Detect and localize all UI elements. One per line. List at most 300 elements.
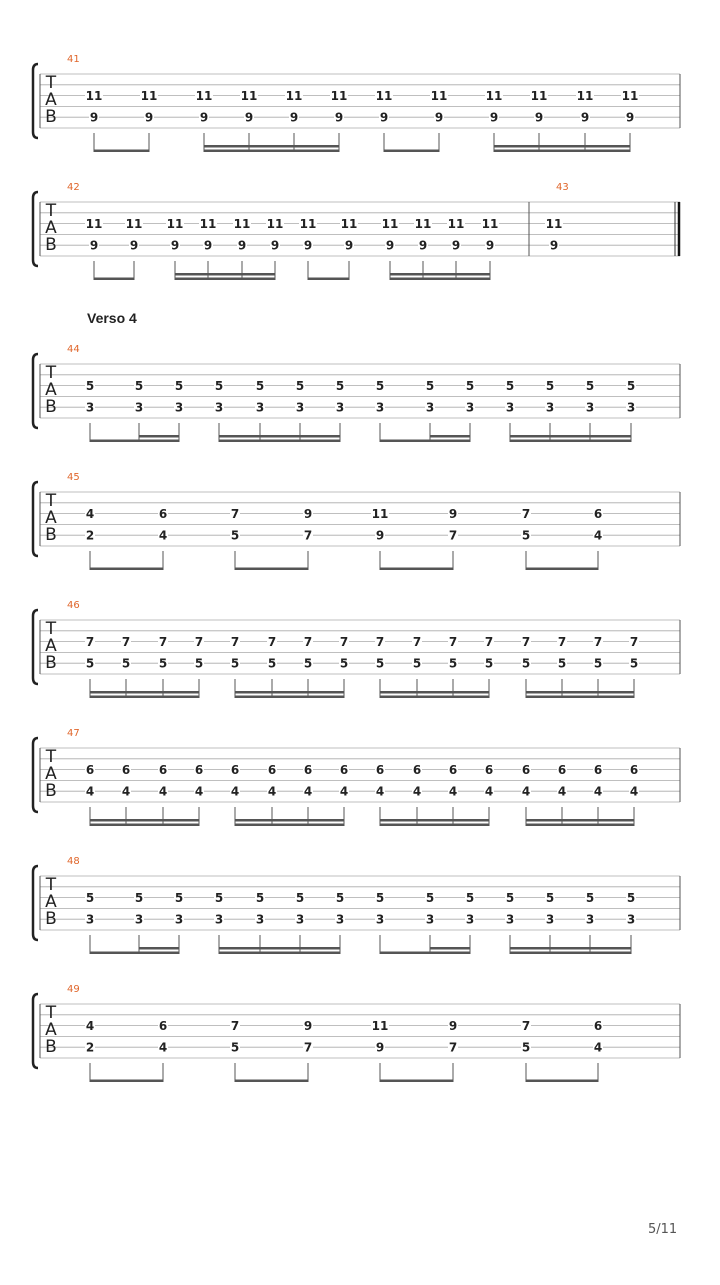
fret-number-low: 9 xyxy=(344,238,354,253)
fret-number-high: 6 xyxy=(484,763,494,778)
fret-number-low: 7 xyxy=(303,1040,313,1055)
measure-number: 47 xyxy=(67,728,80,739)
fret-number-high: 5 xyxy=(626,379,636,394)
tab-clef-letter-t: T xyxy=(45,875,57,895)
fret-number-low: 4 xyxy=(339,784,349,799)
fret-number-low: 3 xyxy=(214,912,224,927)
fret-number-low: 9 xyxy=(89,110,99,125)
beam-secondary xyxy=(494,145,630,148)
fret-number-low: 5 xyxy=(121,656,131,671)
fret-number-high: 9 xyxy=(303,1019,313,1034)
tab-clef-letter-t: T xyxy=(45,491,57,511)
fret-number-low: 5 xyxy=(521,1040,531,1055)
measure-number: 41 xyxy=(67,54,80,65)
fret-number-low: 7 xyxy=(448,528,458,543)
beam-secondary xyxy=(235,819,344,822)
beam xyxy=(235,568,308,571)
fret-number-low: 5 xyxy=(375,656,385,671)
fret-number-high: 5 xyxy=(295,379,305,394)
fret-number-low: 3 xyxy=(134,400,144,415)
beam xyxy=(494,150,630,153)
tab-clef-letter-t: T xyxy=(45,363,57,383)
fret-number-low: 5 xyxy=(230,1040,240,1055)
fret-number-high: 7 xyxy=(158,635,168,650)
tab-system xyxy=(33,984,680,1082)
fret-number-low: 9 xyxy=(451,238,461,253)
tab-system xyxy=(33,182,680,280)
fret-number-low: 9 xyxy=(203,238,213,253)
beam-secondary xyxy=(90,691,199,694)
beam xyxy=(526,1080,598,1083)
fret-number-high: 5 xyxy=(335,891,345,906)
beam-secondary xyxy=(430,947,470,950)
fret-number-low: 4 xyxy=(158,1040,168,1055)
tab-clef-letter-b: B xyxy=(45,107,57,127)
fret-number-high: 6 xyxy=(230,763,240,778)
beam xyxy=(90,440,179,443)
tab-clef-letter-b: B xyxy=(45,653,57,673)
system-bracket xyxy=(33,192,38,266)
fret-number-low: 3 xyxy=(134,912,144,927)
fret-number-low: 4 xyxy=(158,528,168,543)
beam-secondary xyxy=(380,819,489,822)
fret-number-high: 7 xyxy=(593,635,603,650)
measure-number: 44 xyxy=(67,344,80,355)
fret-number-low: 4 xyxy=(158,784,168,799)
fret-number-low: 4 xyxy=(412,784,422,799)
beam xyxy=(384,150,439,153)
beam xyxy=(94,150,149,153)
fret-number-high: 6 xyxy=(121,763,131,778)
fret-number-low: 9 xyxy=(549,238,559,253)
fret-number-low: 4 xyxy=(194,784,204,799)
fret-number-high: 11 xyxy=(481,217,499,232)
fret-number-high: 7 xyxy=(230,507,240,522)
fret-number-high: 5 xyxy=(295,891,305,906)
fret-number-low: 3 xyxy=(505,912,515,927)
fret-number-low: 3 xyxy=(585,400,595,415)
beam xyxy=(90,1080,163,1083)
beam-secondary xyxy=(219,435,340,438)
fret-number-high: 6 xyxy=(521,763,531,778)
tab-clef-letter-b: B xyxy=(45,525,57,545)
beam xyxy=(390,278,490,281)
beam-secondary xyxy=(90,819,199,822)
fret-number-high: 5 xyxy=(134,891,144,906)
fret-number-low: 3 xyxy=(465,912,475,927)
fret-number-high: 7 xyxy=(121,635,131,650)
tab-system xyxy=(33,856,680,954)
fret-number-high: 5 xyxy=(585,379,595,394)
fret-number-low: 9 xyxy=(385,238,395,253)
beam xyxy=(510,952,631,955)
fret-number-low: 4 xyxy=(375,784,385,799)
fret-number-high: 11 xyxy=(240,89,258,104)
measure-number: 48 xyxy=(67,856,80,867)
fret-number-low: 9 xyxy=(580,110,590,125)
fret-number-high: 7 xyxy=(85,635,95,650)
fret-number-low: 4 xyxy=(593,784,603,799)
fret-number-high: 7 xyxy=(339,635,349,650)
fret-number-high: 7 xyxy=(194,635,204,650)
fret-number-low: 5 xyxy=(267,656,277,671)
fret-number-high: 5 xyxy=(174,891,184,906)
fret-number-high: 5 xyxy=(85,379,95,394)
fret-number-high: 11 xyxy=(140,89,158,104)
fret-number-high: 5 xyxy=(375,891,385,906)
fret-number-high: 6 xyxy=(267,763,277,778)
fret-number-high: 11 xyxy=(85,89,103,104)
beam xyxy=(204,150,339,153)
fret-number-low: 3 xyxy=(545,400,555,415)
fret-number-low: 9 xyxy=(489,110,499,125)
beam-secondary xyxy=(510,435,631,438)
tab-clef-letter-b: B xyxy=(45,235,57,255)
fret-number-low: 7 xyxy=(303,528,313,543)
fret-number-high: 7 xyxy=(521,507,531,522)
fret-number-high: 11 xyxy=(233,217,251,232)
fret-number-high: 11 xyxy=(530,89,548,104)
fret-number-low: 9 xyxy=(129,238,139,253)
fret-number-high: 9 xyxy=(448,1019,458,1034)
fret-number-high: 5 xyxy=(214,891,224,906)
fret-number-high: 7 xyxy=(521,1019,531,1034)
fret-number-high: 6 xyxy=(339,763,349,778)
fret-number-high: 7 xyxy=(267,635,277,650)
fret-number-low: 3 xyxy=(85,400,95,415)
fret-number-low: 3 xyxy=(174,912,184,927)
fret-number-high: 5 xyxy=(545,379,555,394)
fret-number-high: 6 xyxy=(412,763,422,778)
fret-number-low: 3 xyxy=(295,912,305,927)
fret-number-high: 6 xyxy=(593,507,603,522)
fret-number-low: 2 xyxy=(85,528,95,543)
beam-secondary xyxy=(219,947,340,950)
fret-number-low: 3 xyxy=(465,400,475,415)
fret-number-high: 5 xyxy=(134,379,144,394)
fret-number-low: 4 xyxy=(521,784,531,799)
beam xyxy=(526,824,634,827)
tab-system xyxy=(33,472,680,570)
fret-number-high: 6 xyxy=(375,763,385,778)
fret-number-high: 5 xyxy=(545,891,555,906)
fret-number-low: 9 xyxy=(379,110,389,125)
fret-number-low: 3 xyxy=(626,400,636,415)
beam xyxy=(526,568,598,571)
beam-secondary xyxy=(510,947,631,950)
fret-number-high: 7 xyxy=(521,635,531,650)
page-number: 5/11 xyxy=(648,1222,678,1237)
beam xyxy=(308,278,349,281)
fret-number-low: 4 xyxy=(303,784,313,799)
fret-number-high: 9 xyxy=(303,507,313,522)
beam xyxy=(90,568,163,571)
fret-number-high: 5 xyxy=(465,379,475,394)
beam xyxy=(380,952,470,955)
fret-number-low: 3 xyxy=(295,400,305,415)
fret-number-high: 6 xyxy=(593,1019,603,1034)
beam-secondary xyxy=(390,273,490,276)
fret-number-high: 11 xyxy=(125,217,143,232)
tab-clef-letter-b: B xyxy=(45,1037,57,1057)
fret-number-low: 9 xyxy=(237,238,247,253)
fret-number-low: 5 xyxy=(158,656,168,671)
beam-secondary xyxy=(139,435,179,438)
fret-number-high: 5 xyxy=(505,891,515,906)
fret-number-high: 7 xyxy=(629,635,639,650)
fret-number-high: 7 xyxy=(230,1019,240,1034)
fret-number-low: 5 xyxy=(484,656,494,671)
tab-clef-letter-t: T xyxy=(45,1003,57,1023)
tab-clef-letter-a: A xyxy=(45,1020,57,1040)
fret-number-low: 3 xyxy=(585,912,595,927)
fret-number-high: 11 xyxy=(330,89,348,104)
measure-number: 49 xyxy=(67,984,80,995)
fret-number-low: 9 xyxy=(89,238,99,253)
fret-number-low: 9 xyxy=(375,1040,385,1055)
fret-number-high: 5 xyxy=(255,379,265,394)
system-bracket xyxy=(33,64,38,138)
fret-number-high: 11 xyxy=(166,217,184,232)
fret-number-low: 4 xyxy=(448,784,458,799)
fret-number-high: 11 xyxy=(381,217,399,232)
fret-number-high: 11 xyxy=(576,89,594,104)
fret-number-low: 4 xyxy=(267,784,277,799)
fret-number-high: 6 xyxy=(194,763,204,778)
tab-system xyxy=(33,600,680,698)
fret-number-low: 4 xyxy=(484,784,494,799)
measure-number: 46 xyxy=(67,600,80,611)
fret-number-low: 3 xyxy=(545,912,555,927)
fret-number-high: 7 xyxy=(448,635,458,650)
fret-number-high: 5 xyxy=(626,891,636,906)
beam xyxy=(510,440,631,443)
fret-number-high: 11 xyxy=(371,507,389,522)
beam xyxy=(380,696,489,699)
fret-number-high: 7 xyxy=(375,635,385,650)
fret-number-low: 3 xyxy=(505,400,515,415)
beam xyxy=(235,824,344,827)
fret-number-high: 7 xyxy=(230,635,240,650)
beam xyxy=(219,952,340,955)
fret-number-low: 3 xyxy=(255,912,265,927)
beam-secondary xyxy=(380,691,489,694)
fret-number-low: 9 xyxy=(289,110,299,125)
system-bracket xyxy=(33,738,38,812)
tab-clef-letter-t: T xyxy=(45,201,57,221)
fret-number-low: 9 xyxy=(485,238,495,253)
fret-number-low: 9 xyxy=(434,110,444,125)
fret-number-low: 5 xyxy=(593,656,603,671)
beam-secondary xyxy=(204,145,339,148)
fret-number-low: 9 xyxy=(375,528,385,543)
fret-number-low: 3 xyxy=(626,912,636,927)
fret-number-low: 9 xyxy=(303,238,313,253)
beam-secondary xyxy=(526,819,634,822)
fret-number-high: 11 xyxy=(266,217,284,232)
beam xyxy=(526,696,634,699)
tab-system xyxy=(33,344,680,442)
fret-number-high: 7 xyxy=(557,635,567,650)
fret-number-low: 3 xyxy=(214,400,224,415)
fret-number-high: 4 xyxy=(85,1019,95,1034)
beam xyxy=(90,824,199,827)
fret-number-high: 11 xyxy=(199,217,217,232)
tab-clef-letter-a: A xyxy=(45,636,57,656)
fret-number-low: 5 xyxy=(629,656,639,671)
beam xyxy=(380,568,453,571)
system-bracket xyxy=(33,482,38,556)
fret-number-high: 11 xyxy=(447,217,465,232)
tab-clef-letter-a: A xyxy=(45,380,57,400)
fret-number-high: 11 xyxy=(85,217,103,232)
fret-number-high: 11 xyxy=(285,89,303,104)
fret-number-high: 5 xyxy=(174,379,184,394)
fret-number-high: 6 xyxy=(158,507,168,522)
tab-clef-letter-a: A xyxy=(45,764,57,784)
tab-clef-letter-b: B xyxy=(45,909,57,929)
fret-number-high: 5 xyxy=(335,379,345,394)
fret-number-high: 5 xyxy=(375,379,385,394)
fret-number-low: 2 xyxy=(85,1040,95,1055)
fret-number-high: 6 xyxy=(557,763,567,778)
fret-number-low: 3 xyxy=(255,400,265,415)
fret-number-low: 4 xyxy=(629,784,639,799)
fret-number-high: 11 xyxy=(299,217,317,232)
fret-number-high: 6 xyxy=(629,763,639,778)
beam xyxy=(235,1080,308,1083)
fret-number-low: 5 xyxy=(339,656,349,671)
beam-secondary xyxy=(430,435,470,438)
measure-number: 45 xyxy=(67,472,80,483)
fret-number-low: 9 xyxy=(144,110,154,125)
measure-number: 42 xyxy=(67,182,80,193)
fret-number-high: 5 xyxy=(505,379,515,394)
fret-number-high: 9 xyxy=(448,507,458,522)
system-bracket xyxy=(33,994,38,1068)
section-label-verso: Verso 4 xyxy=(87,310,137,326)
tab-clef-letter-b: B xyxy=(45,781,57,801)
fret-number-low: 5 xyxy=(412,656,422,671)
fret-number-low: 5 xyxy=(521,656,531,671)
beam xyxy=(175,278,275,281)
fret-number-high: 11 xyxy=(195,89,213,104)
tab-clef-letter-a: A xyxy=(45,508,57,528)
fret-number-low: 3 xyxy=(375,400,385,415)
fret-number-high: 11 xyxy=(340,217,358,232)
fret-number-low: 3 xyxy=(85,912,95,927)
fret-number-low: 3 xyxy=(174,400,184,415)
fret-number-high: 6 xyxy=(448,763,458,778)
fret-number-high: 5 xyxy=(85,891,95,906)
fret-number-high: 11 xyxy=(545,217,563,232)
fret-number-low: 5 xyxy=(448,656,458,671)
fret-number-high: 6 xyxy=(158,763,168,778)
fret-number-high: 7 xyxy=(484,635,494,650)
beam xyxy=(90,696,199,699)
tab-clef-letter-b: B xyxy=(45,397,57,417)
beam-secondary xyxy=(526,691,634,694)
beam xyxy=(380,1080,453,1083)
fret-number-low: 4 xyxy=(593,528,603,543)
fret-number-low: 9 xyxy=(534,110,544,125)
fret-number-high: 6 xyxy=(593,763,603,778)
fret-number-low: 3 xyxy=(335,912,345,927)
fret-number-low: 5 xyxy=(85,656,95,671)
fret-number-low: 3 xyxy=(425,400,435,415)
tab-clef-letter-t: T xyxy=(45,619,57,639)
fret-number-low: 7 xyxy=(448,1040,458,1055)
fret-number-high: 6 xyxy=(158,1019,168,1034)
fret-number-high: 5 xyxy=(425,379,435,394)
fret-number-low: 9 xyxy=(170,238,180,253)
fret-number-high: 5 xyxy=(255,891,265,906)
fret-number-low: 4 xyxy=(121,784,131,799)
fret-number-high: 7 xyxy=(303,635,313,650)
beam xyxy=(90,952,179,955)
fret-number-high: 5 xyxy=(465,891,475,906)
fret-number-low: 9 xyxy=(625,110,635,125)
tab-system xyxy=(33,54,680,152)
tab-system xyxy=(33,728,680,826)
fret-number-low: 5 xyxy=(521,528,531,543)
fret-number-low: 3 xyxy=(335,400,345,415)
fret-number-high: 11 xyxy=(430,89,448,104)
fret-number-high: 6 xyxy=(303,763,313,778)
beam-secondary xyxy=(175,273,275,276)
beam xyxy=(219,440,340,443)
fret-number-low: 9 xyxy=(199,110,209,125)
fret-number-low: 5 xyxy=(557,656,567,671)
beam xyxy=(235,696,344,699)
tab-clef-letter-t: T xyxy=(45,73,57,93)
measure-number: 43 xyxy=(556,182,569,193)
fret-number-low: 5 xyxy=(194,656,204,671)
fret-number-low: 5 xyxy=(303,656,313,671)
fret-number-high: 7 xyxy=(412,635,422,650)
fret-number-high: 11 xyxy=(414,217,432,232)
fret-number-low: 3 xyxy=(375,912,385,927)
fret-number-low: 5 xyxy=(230,656,240,671)
tab-clef-letter-a: A xyxy=(45,218,57,238)
beam-secondary xyxy=(235,691,344,694)
fret-number-low: 3 xyxy=(425,912,435,927)
fret-number-low: 4 xyxy=(593,1040,603,1055)
fret-number-high: 4 xyxy=(85,507,95,522)
fret-number-high: 6 xyxy=(85,763,95,778)
system-bracket xyxy=(33,610,38,684)
fret-number-low: 4 xyxy=(557,784,567,799)
tab-clef-letter-a: A xyxy=(45,892,57,912)
beam xyxy=(94,278,134,281)
tab-clef-letter-a: A xyxy=(45,90,57,110)
fret-number-low: 9 xyxy=(244,110,254,125)
system-bracket xyxy=(33,354,38,428)
tab-clef-letter-t: T xyxy=(45,747,57,767)
fret-number-high: 5 xyxy=(425,891,435,906)
fret-number-low: 9 xyxy=(334,110,344,125)
fret-number-low: 5 xyxy=(230,528,240,543)
fret-number-low: 9 xyxy=(270,238,280,253)
fret-number-high: 11 xyxy=(371,1019,389,1034)
fret-number-high: 11 xyxy=(485,89,503,104)
fret-number-high: 5 xyxy=(214,379,224,394)
fret-number-high: 5 xyxy=(585,891,595,906)
system-bracket xyxy=(33,866,38,940)
fret-number-low: 4 xyxy=(85,784,95,799)
beam-secondary xyxy=(139,947,179,950)
beam xyxy=(380,824,489,827)
